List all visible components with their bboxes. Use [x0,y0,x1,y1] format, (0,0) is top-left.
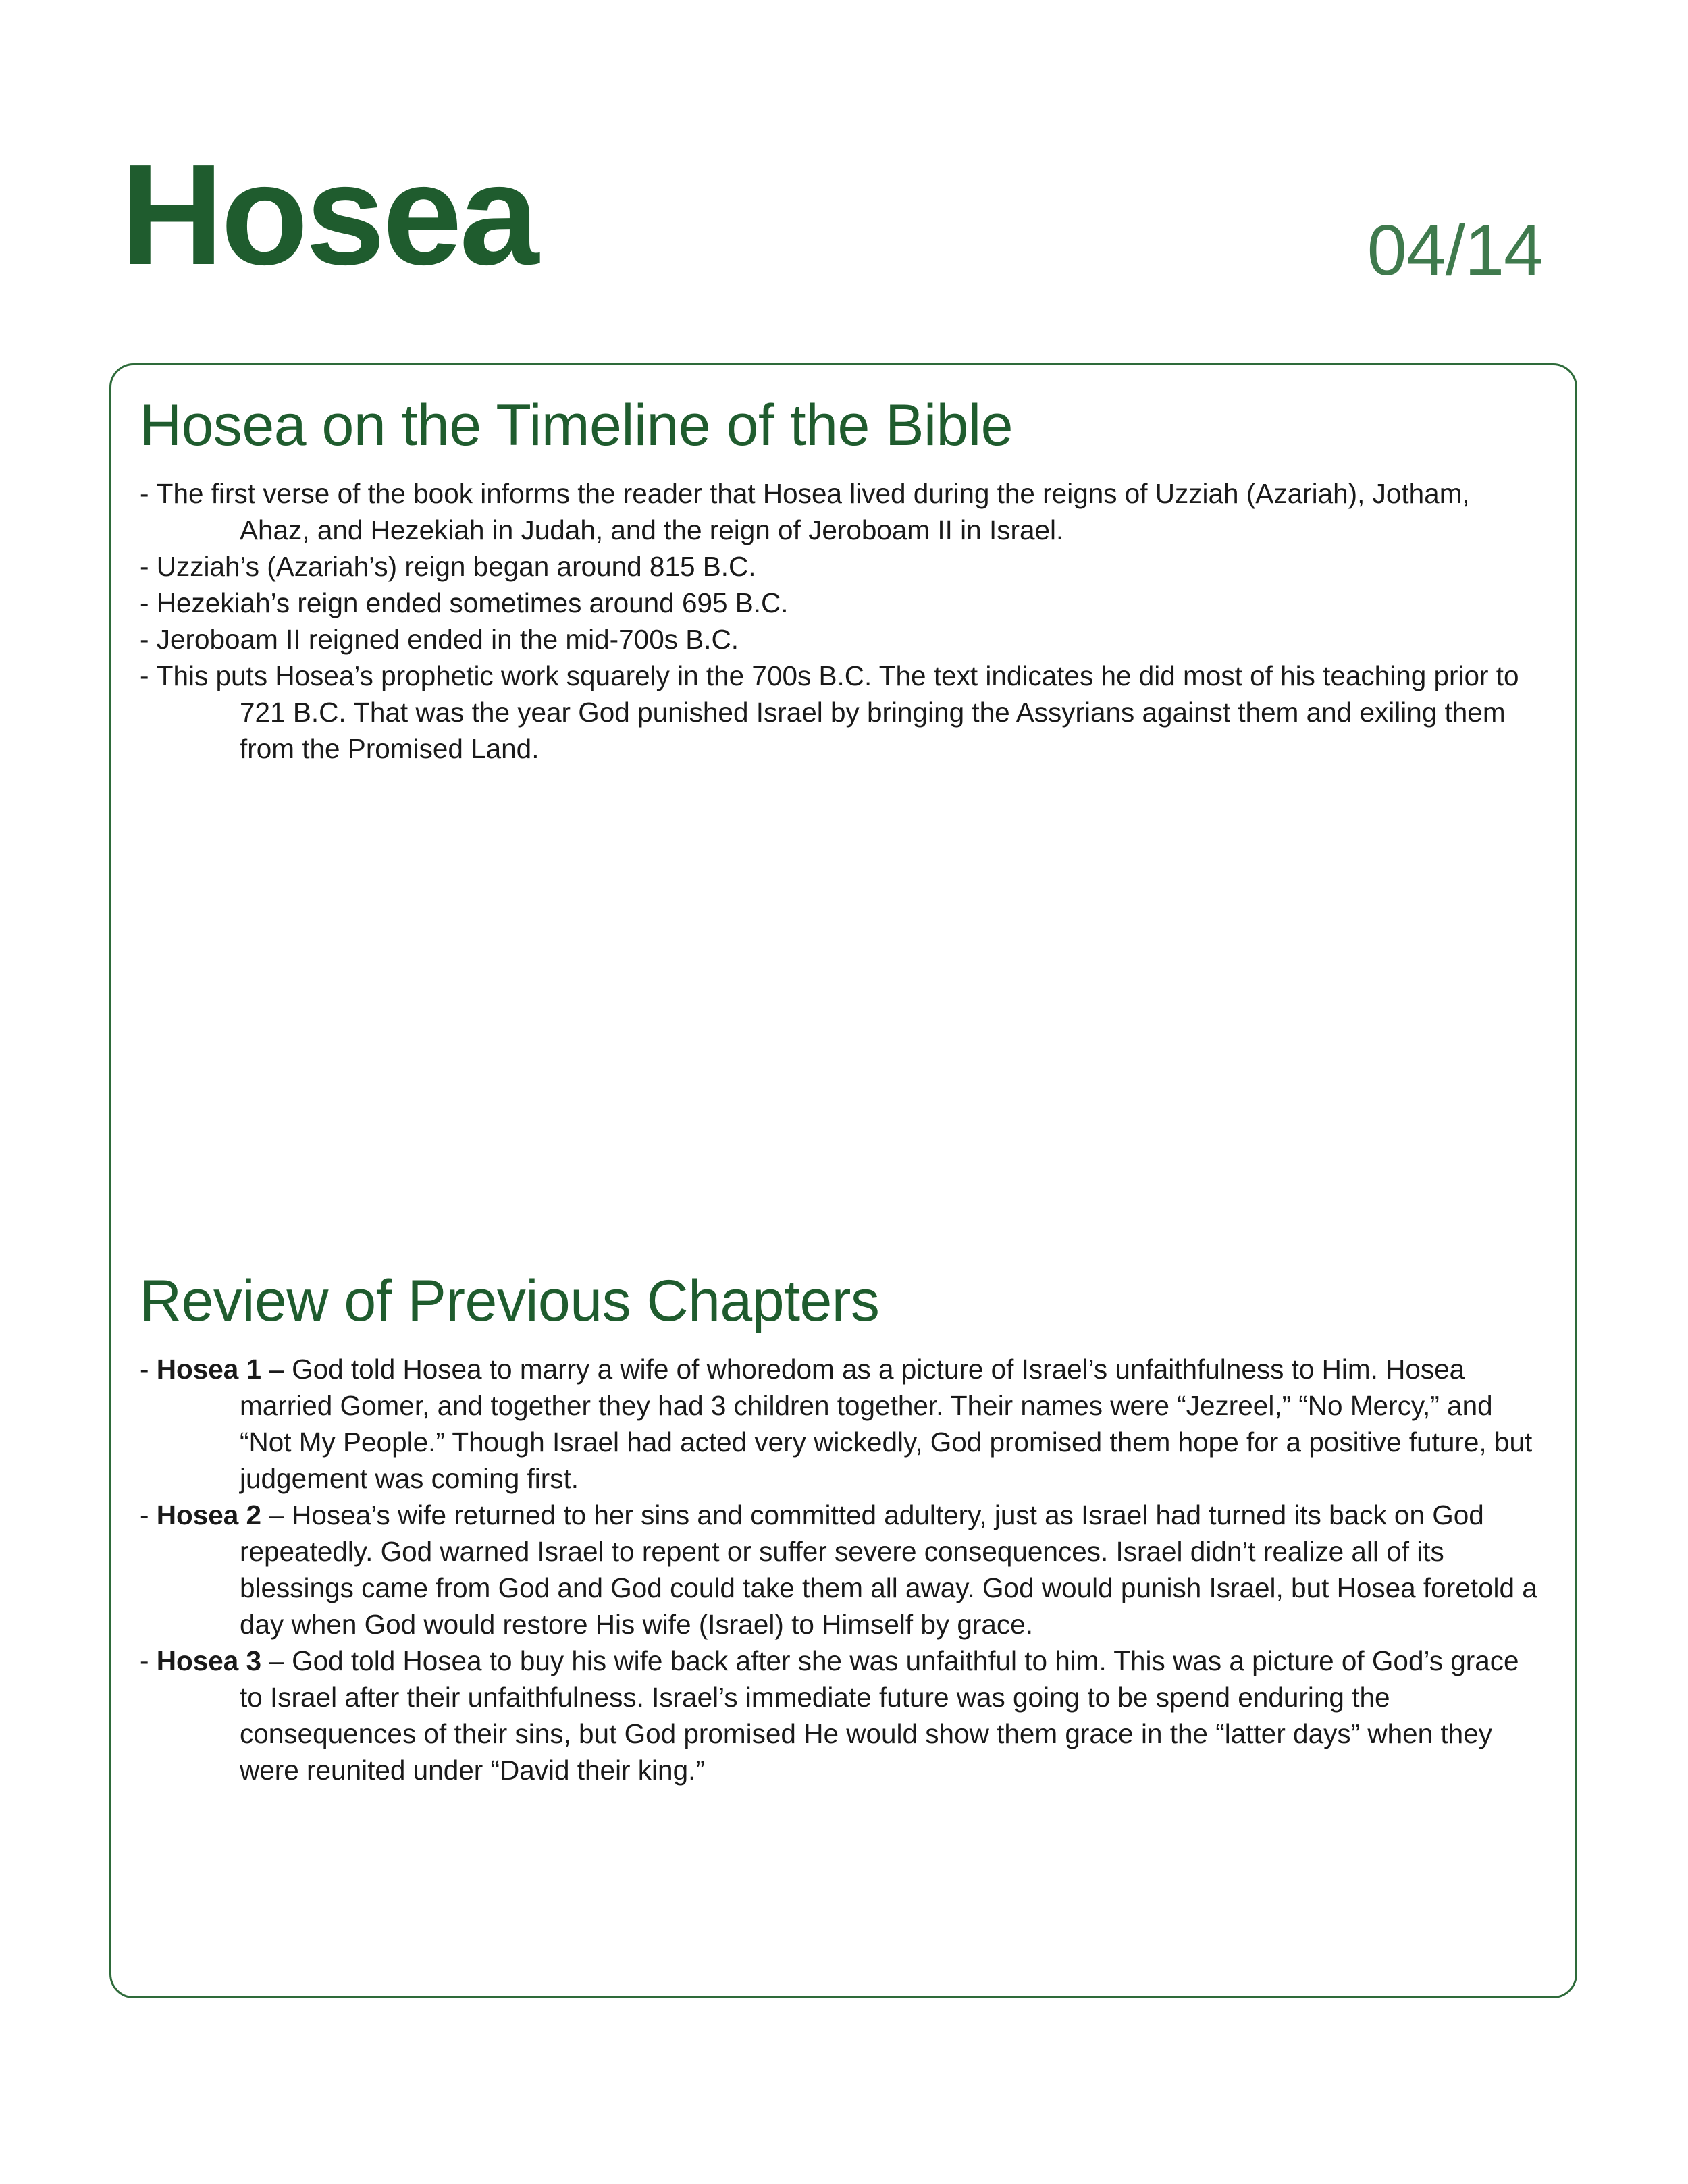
review-heading: Review of Previous Chapters [140,1269,880,1333]
list-item [140,1351,1541,1497]
chapter-title: Hosea 1 [156,1354,262,1385]
timeline-section [140,391,1541,767]
review-section [140,1267,1541,1788]
bullet-dash: - [140,551,157,583]
list-item-text: Jeroboam II reigned ended in the mid-700s B.C. [156,624,739,656]
list-item-text: This puts Hosea’s prophetic work squarely in the 700s B.C. The text indicates he did most of his teaching prior to 721 B.C. That was the year God punished Israel by bringing the Assyrians against them and exiling them from the Promised Land. [156,660,1519,765]
chapter-title: Hosea 2 [156,1499,262,1531]
list-item-text: The first verse of the book informs the reader that Hosea lived during the reigns of Uzziah (Azariah), Jotham, Ahaz, and Hezekiah in Judah, and the reign of Jeroboam II in Israel. [156,478,1470,546]
document-title: Hosea [120,134,537,294]
bullet-dash: - [140,660,157,692]
list-item [140,475,1541,548]
chapter-summary: – Hosea’s wife returned to her sins and committed adultery, just as Israel had turned its back on God repeatedly. God warned Israel to repent or suffer severe consequences. Israel didn’t realize all of its blessings came from God and God could take them all away. God would punish Israel, but Hosea foretold a day when God would restore His wife (Israel) to Himself by grace. [240,1499,1537,1641]
chapter-summary: – God told Hosea to marry a wife of whoredom as a picture of Israel’s unfaithfulness to Him. Hosea married Gomer, and together they had 3 children together. Their names were “Jezreel,” “No Mercy,” and “Not My People.” Though Israel had acted very wickedly, God promised them hope for a positive future, but judgement was coming first. [240,1354,1533,1495]
bullet-dash: - [140,1354,157,1385]
list-item-text: Uzziah’s (Azariah’s) reign began around 815 B.C. [156,551,756,583]
chapter-summary: – God told Hosea to buy his wife back after she was unfaithful to him. This was a picture of God’s grace to Israel after their unfaithfulness. Israel’s immediate future was going to be spend enduring the consequences of their sins, but God promised He would show them grace in the “latter days” when they were reunited under “David their king.” [240,1645,1519,1786]
list-item [140,585,1541,621]
list-item [140,1643,1541,1788]
chapter-title: Hosea 3 [156,1645,262,1677]
list-item [140,548,1541,585]
list-item [140,1497,1541,1643]
page-number: 04/14 [1367,211,1543,290]
review-list [140,1351,1541,1788]
timeline-heading: Hosea on the Timeline of the Bible [140,393,1013,458]
list-item [140,658,1541,767]
bullet-dash: - [140,624,157,656]
timeline-list [140,475,1541,767]
list-item [140,621,1541,658]
bullet-dash: - [140,478,157,510]
bullet-dash: - [140,587,157,619]
content-card [109,363,1577,1998]
bullet-dash: - [140,1499,157,1531]
list-item-text: Hezekiah’s reign ended sometimes around 695 B.C. [156,587,789,619]
bullet-dash: - [140,1645,157,1677]
